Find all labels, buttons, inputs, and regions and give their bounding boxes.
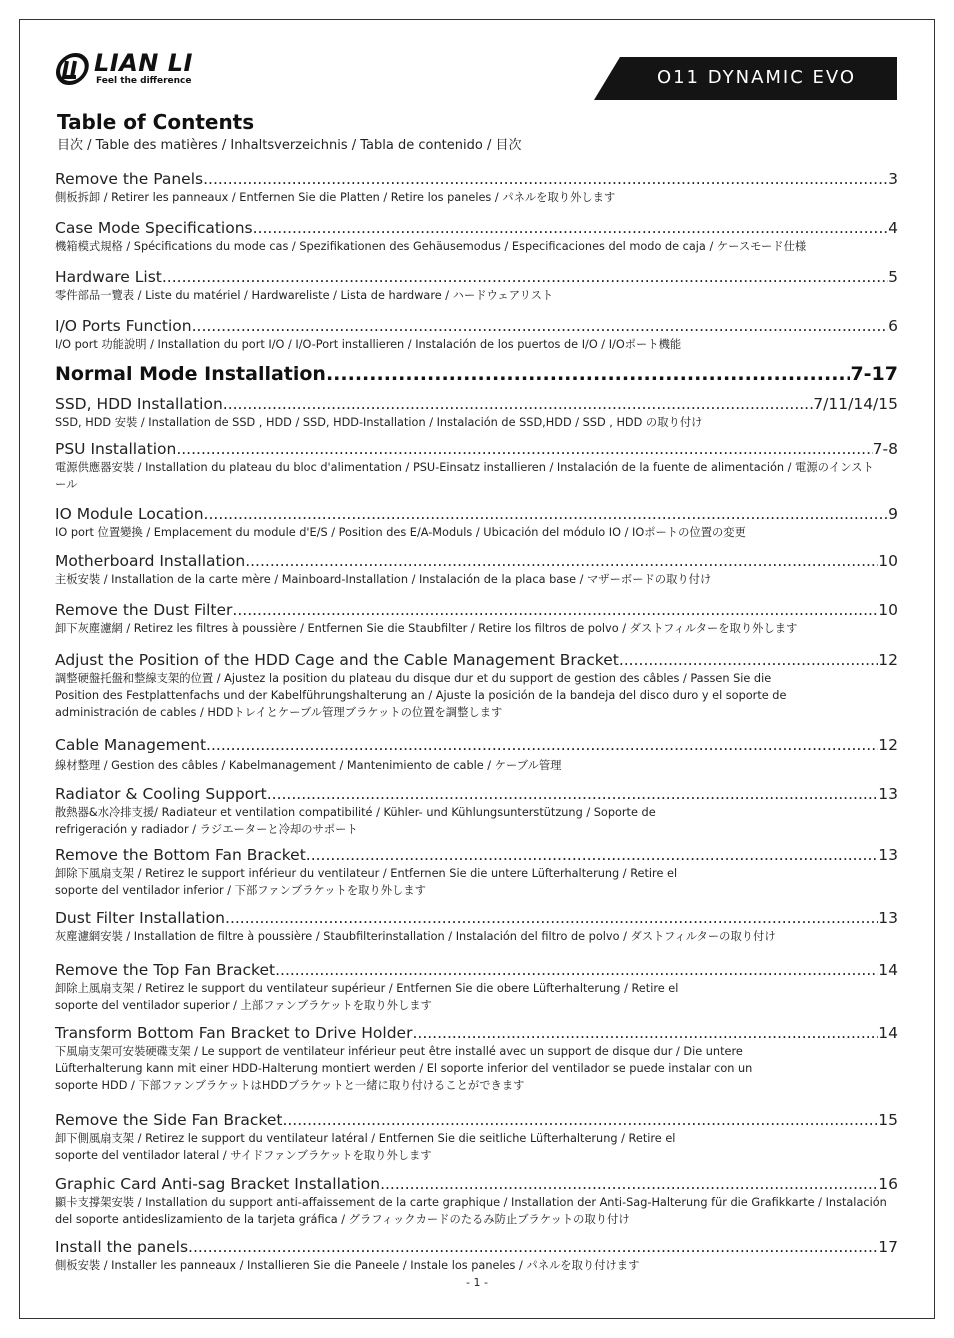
toc-entry-hdd-cage[interactable] xyxy=(55,650,898,721)
toc-entry-case-mode[interactable] xyxy=(55,218,898,255)
entry-translations: 側板拆卸 / Retirer les panneaux / Entfernen Sie die Platten / Retire los paneles / パネルを取り外します xyxy=(55,191,616,204)
entry-page: 7-8 xyxy=(872,440,898,458)
dot-leader xyxy=(619,650,878,670)
product-name: O11 DYNAMIC EVO xyxy=(656,67,857,88)
entry-page: 10 xyxy=(878,601,898,619)
entry-translations: 灰塵濾網安裝 / Installation de filtre à poussière / Staubfilterinstallation / Instalación del filtro de polvo / ダストフィルターの取り付け xyxy=(55,930,776,943)
toc-entry-anti-sag-bracket[interactable] xyxy=(55,1174,898,1228)
entry-translations: 機箱模式規格 / Spécifications du mode cas / Spezifikationen des Gehäusemodus / Especificaciones del modo de caja / ケースモード仕様 xyxy=(55,240,807,253)
dot-leader xyxy=(204,504,889,524)
entry-translations: 零件部品一覽表 / Liste du matériel / Hardwareliste / Lista de hardware / ハードウェアリスト xyxy=(55,289,554,302)
entry-translations: 卸除上風扇支架 / Retirez le support du ventilateur supérieur / Entfernen Sie die obere Lüfterhalterung / Retire el soporte del ventilador superior / 上部ファンブラケットを取り外します xyxy=(55,982,679,1012)
toc-title: Table of Contents xyxy=(57,110,255,134)
entry-title: Adjust the Position of the HDD Cage and the Cable Management Bracket xyxy=(55,651,619,669)
entry-title: IO Module Location xyxy=(55,505,204,523)
entry-title: I/O Ports Function xyxy=(55,317,192,335)
entry-translations: I/O port 功能說明 / Installation du port I/O / I/O-Port installieren / Instalación de los puertos de I/O / I/Oポート機能 xyxy=(55,338,682,351)
toc-entry-side-fan-bracket[interactable] xyxy=(55,1110,898,1164)
toc-entry-dust-filter[interactable] xyxy=(55,600,898,637)
dot-leader xyxy=(282,1110,878,1130)
entry-page: 13 xyxy=(878,909,898,927)
entry-page: 7/11/14/15 xyxy=(813,395,898,413)
dot-leader xyxy=(326,362,850,386)
entry-page: 12 xyxy=(878,736,898,754)
entry-title: Graphic Card Anti-sag Bracket Installation xyxy=(55,1175,381,1193)
toc-entry-radiator[interactable] xyxy=(55,784,898,838)
entry-title: Motherboard Installation xyxy=(55,552,246,570)
entry-translations: 散熱器&水冷排支援/ Radiateur et ventilation compatibilité / Kühler- und Kühlungsunterstützung / Soporte de refrigeración y radiador / ラジエーターと冷却のサポート xyxy=(55,806,656,836)
toc-entry-io-ports[interactable] xyxy=(55,316,898,353)
entry-translations: 卸下灰塵濾網 / Retirez les filtres à poussière / Entfernen Sie die Staubfilter / Retire los filtros de polvo / ダストフィルターを取り外します xyxy=(55,622,798,635)
entry-translations: 側板安裝 / Installer les panneaux / Installieren Sie die Paneele / Instale los paneles / パネルを取り付けます xyxy=(55,1259,640,1272)
entry-title: Remove the Top Fan Bracket xyxy=(55,961,276,979)
toc-entry-transform-bracket[interactable] xyxy=(55,1023,898,1094)
toc-entry-psu[interactable] xyxy=(55,439,898,493)
lian-li-logo xyxy=(56,50,226,90)
entry-page: 15 xyxy=(878,1111,898,1129)
entry-page: 9 xyxy=(888,505,898,523)
dot-leader xyxy=(223,394,814,414)
entry-title: Radiator & Cooling Support xyxy=(55,785,267,803)
entry-title: Dust Filter Installation xyxy=(55,909,226,927)
entry-title: Cable Management xyxy=(55,736,207,754)
product-banner xyxy=(594,57,897,100)
entry-title: Hardware List xyxy=(55,268,162,286)
toc-entry-cable-management[interactable] xyxy=(55,735,898,774)
dot-leader xyxy=(267,784,879,804)
entry-page: 5 xyxy=(888,268,898,286)
entry-title: PSU Installation xyxy=(55,440,177,458)
entry-page: 14 xyxy=(878,961,898,979)
entry-title: Install the panels xyxy=(55,1238,189,1256)
toc-entry-dust-filter-installation[interactable] xyxy=(55,908,898,945)
entry-translations: 線材整理 / Gestion des câbles / Kabelmanagement / Mantenimiento de cable / ケーブル管理 xyxy=(55,759,562,772)
entry-translations: SSD, HDD 安裝 / Installation de SSD , HDD / SSD, HDD-Installation / Instalación de SSD,HDD / SSD , HDD の取り付け xyxy=(55,416,703,429)
entry-title: Case Mode Specifications xyxy=(55,219,253,237)
entry-translations: 電源供應器安裝 / Installation du plateau du bloc d'alimentation / PSU-Einsatz installieren / Instalación de la fuente de alimentación / 電源のインストール xyxy=(55,461,874,491)
toc-entry-hardware-list[interactable] xyxy=(55,267,898,304)
toc-entry-normal-mode[interactable] xyxy=(55,362,898,386)
entry-title: Remove the Panels xyxy=(55,170,204,188)
entry-page: 14 xyxy=(878,1024,898,1042)
entry-title: Normal Mode Installation xyxy=(55,363,326,385)
dot-leader xyxy=(176,439,872,459)
dot-leader xyxy=(245,551,878,571)
entry-page: 17 xyxy=(878,1238,898,1256)
entry-title: Remove the Bottom Fan Bracket xyxy=(55,846,306,864)
toc-entry-bottom-fan-bracket[interactable] xyxy=(55,845,898,899)
toc-subtitle: 目次 / Table des matières / Inhaltsverzeichnis / Tabla de contenido / 目次 xyxy=(57,138,522,153)
toc-entry-remove-panels[interactable] xyxy=(55,169,898,206)
dot-leader xyxy=(232,600,878,620)
entry-page: 4 xyxy=(888,219,898,237)
entry-translations: 下風扇支架可安裝硬碟支架 / Le support de ventilateur inférieur peut être installé avec un support de disque dur / Die untere Lüfterhalterung kann mit einer HDD-Halterung montiert werden / El soporte inferior del ventilador se puede instalar con un soporte HDD / 下部ファンブラケットはHDDブラケットと一緒に取り付けることができます xyxy=(55,1045,753,1092)
entry-page: 3 xyxy=(888,170,898,188)
entry-page: 16 xyxy=(878,1175,898,1193)
dot-leader xyxy=(206,735,878,755)
dot-leader xyxy=(412,1023,878,1043)
entry-translations: 卸下側風扇支架 / Retirez le support du ventilateur latéral / Entfernen Sie die seitliche Lüfterhalterung / Retire el soporte del ventilador lateral / サイドファンブラケットを取り外します xyxy=(55,1132,676,1162)
dot-leader xyxy=(192,316,889,336)
entry-translations: 顯卡支撐架安裝 / Installation du support anti-affaissement de la carte graphique / Installation der Anti-Sag-Halterung für die Grafikkarte / Instalación del soporte antideslizamiento de la tarjeta gráfica / グラフィックカードのたるみ防止ブラケットの取り付け xyxy=(55,1196,887,1226)
toc-entry-top-fan-bracket[interactable] xyxy=(55,960,898,1014)
dot-leader xyxy=(162,267,888,287)
page-number: - 1 - xyxy=(466,1276,488,1289)
entry-translations: IO port 位置變換 / Emplacement du module d'E/S / Position des E/A-Moduls / Ubicación del módulo IO / IOポートの位置の変更 xyxy=(55,526,746,539)
entry-translations: 調整硬盤托盤和整線支架的位置 / Ajustez la position du plateau du disque dur et du support de gestion des câbles / Passen Sie die Position des Festplattenfachs und der Kabelführungshalterung an / Ajuste la posición de la bandeja del disco duro y el soporte de administración de cables / HDDトレイとケーブル管理ブラケットの位置を調整します xyxy=(55,672,787,719)
entry-page: 13 xyxy=(878,846,898,864)
toc-entry-io-module[interactable] xyxy=(55,504,898,541)
dot-leader xyxy=(188,1237,878,1257)
toc-entry-ssd-hdd[interactable] xyxy=(55,394,898,431)
lian-li-emblem-icon xyxy=(56,52,90,86)
entry-page: 7-17 xyxy=(850,363,898,385)
dot-leader xyxy=(225,908,878,928)
entry-title: Transform Bottom Fan Bracket to Drive Holder xyxy=(55,1024,413,1042)
toc-entry-install-panels[interactable] xyxy=(55,1237,898,1274)
dot-leader xyxy=(203,169,888,189)
brand-name: LIAN LI xyxy=(94,49,193,77)
toc-entry-motherboard[interactable] xyxy=(55,551,898,588)
entry-title: Remove the Side Fan Bracket xyxy=(55,1111,283,1129)
dot-leader xyxy=(253,218,889,238)
entry-page: 6 xyxy=(888,317,898,335)
dot-leader xyxy=(306,845,878,865)
entry-title: Remove the Dust Filter xyxy=(55,601,233,619)
entry-page: 10 xyxy=(878,552,898,570)
dot-leader xyxy=(380,1174,878,1194)
entry-page: 13 xyxy=(878,785,898,803)
brand-tagline: Feel the difference xyxy=(96,76,192,86)
entry-page: 12 xyxy=(878,651,898,669)
entry-translations: 卸除下風扇支架 / Retirez le support inférieur du ventilateur / Entfernen Sie die untere Lüfterhalterung / Retire el soporte del ventilador inferior / 下部ファンブラケットを取り外します xyxy=(55,867,678,897)
dot-leader xyxy=(275,960,878,980)
entry-title: SSD, HDD Installation xyxy=(55,395,223,413)
entry-translations: 主板安裝 / Installation de la carte mère / Mainboard-Installation / Instalación de la placa base / マザーボードの取り付け xyxy=(55,573,712,586)
